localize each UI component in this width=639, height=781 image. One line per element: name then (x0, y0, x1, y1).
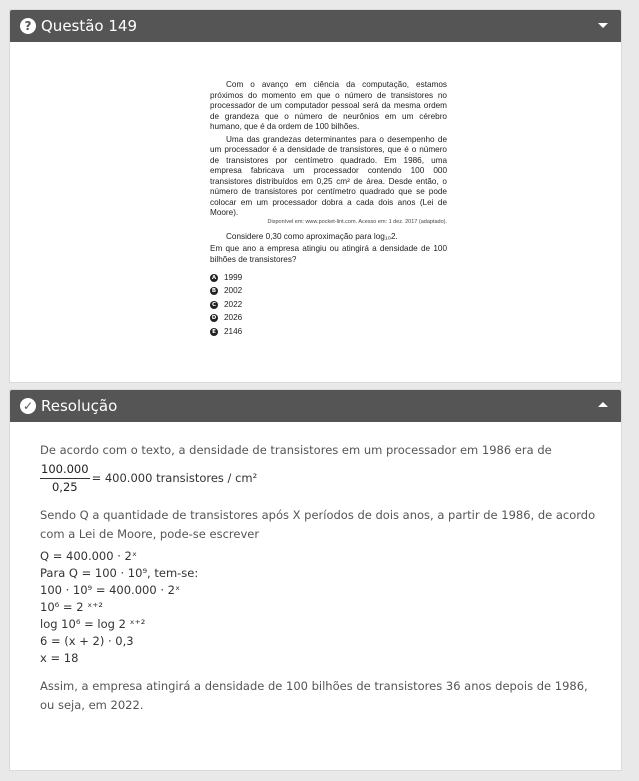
option-c (210, 298, 447, 312)
equation-1: Q = 400.000 · 2ˣ (40, 549, 137, 563)
question-source: Disponível em: www.pocket-lint.com. Acesso em: 1 dez. 2017 (adaptado). (267, 218, 447, 225)
resolution-body (40, 442, 605, 715)
option-d (210, 312, 447, 326)
option-text: 2022 (224, 299, 243, 309)
equation-7: x = 18 (40, 651, 79, 665)
equation-4: 10⁶ = 2 ˣ⁺² (40, 600, 103, 614)
option-letter: D (211, 315, 217, 322)
question-panel-header[interactable] (10, 10, 621, 42)
check-circle-icon: ✓ (20, 398, 36, 414)
resolution-panel (9, 389, 622, 771)
resolution-paragraph-2: Sendo Q a quantidade de transistores após X períodos de dois anos, a partir de 1986, de acordo com a Lei de Moore, pode-se escrever (40, 508, 596, 541)
question-prompt: Em que ano a empresa atingiu ou atingirá a densidade de 100 bilhões de transistores? (210, 244, 447, 264)
question-consider: Considere 0,30 como aproximação para log₁₀2. (226, 231, 398, 241)
resolution-intro: De acordo com o texto, a densidade de transistores em um processador em 1986 era de (40, 443, 552, 457)
question-image (210, 80, 447, 339)
option-letter: C (211, 301, 217, 308)
option-text: 2002 (224, 286, 243, 295)
option-text: 1999 (224, 272, 243, 282)
question-panel (9, 9, 622, 383)
resolution-panel-header[interactable] (10, 390, 621, 422)
resolution-conclusion: Assim, a empresa atingirá a densidade de 100 bilhões de transistores 36 anos depois de 1986, ou seja, em 2022. (40, 679, 588, 712)
fraction (40, 461, 90, 496)
question-title: Questão 149 (41, 17, 138, 35)
equation-5: log 10⁶ = log 2 ˣ⁺² (40, 617, 146, 631)
option-text: 2146 (224, 326, 243, 336)
equation-2: Para Q = 100 · 10⁹, tem-se: (40, 566, 199, 580)
chevron-up-icon[interactable] (598, 402, 608, 407)
question-paragraph-1: Com o avanço em ciência da computação, estamos próximos do momento em que o número de transistores no processador de um computador pessoal será da mesma ordem de grandeza que o número de neurônios em um cérebro humano, que é da ordem de 100 bilhões. (210, 80, 447, 131)
question-circle-icon: ? (20, 18, 36, 34)
fraction-result: = 400.000 transistores / cm² (91, 471, 258, 485)
option-letter: B (211, 288, 217, 295)
chevron-down-icon[interactable] (598, 23, 608, 28)
resolution-title: Resolução (41, 397, 118, 415)
equation-3: 100 · 10⁹ = 400.000 · 2ˣ (40, 583, 181, 597)
option-letter: E (210, 328, 218, 336)
option-b (210, 285, 447, 299)
equation-6: 6 = (x + 2) · 0,3 (40, 634, 134, 648)
fraction-numerator: 100.000 (40, 461, 90, 479)
option-a (210, 271, 447, 285)
fraction-denominator: 0,25 (51, 480, 78, 494)
option-e (210, 325, 447, 339)
option-letter: A (211, 274, 217, 281)
question-paragraph-2: Uma das grandezas determinantes para o desempenho de um processador é a densidade de transistores, que é o número de transistores por centímetro quadrado. Em 1986, uma empresa fabricava um processador contendo 100 000 transistores distribuídos em 0,25 cm² de área. Desde então, o número de transistores por centímetro quadrado que se pode colocar em um processador dobra a cada dois anos (Lei de Moore). (210, 134, 447, 217)
options-list (210, 271, 447, 339)
density-equation (40, 461, 605, 496)
option-text: 2026 (224, 313, 243, 322)
